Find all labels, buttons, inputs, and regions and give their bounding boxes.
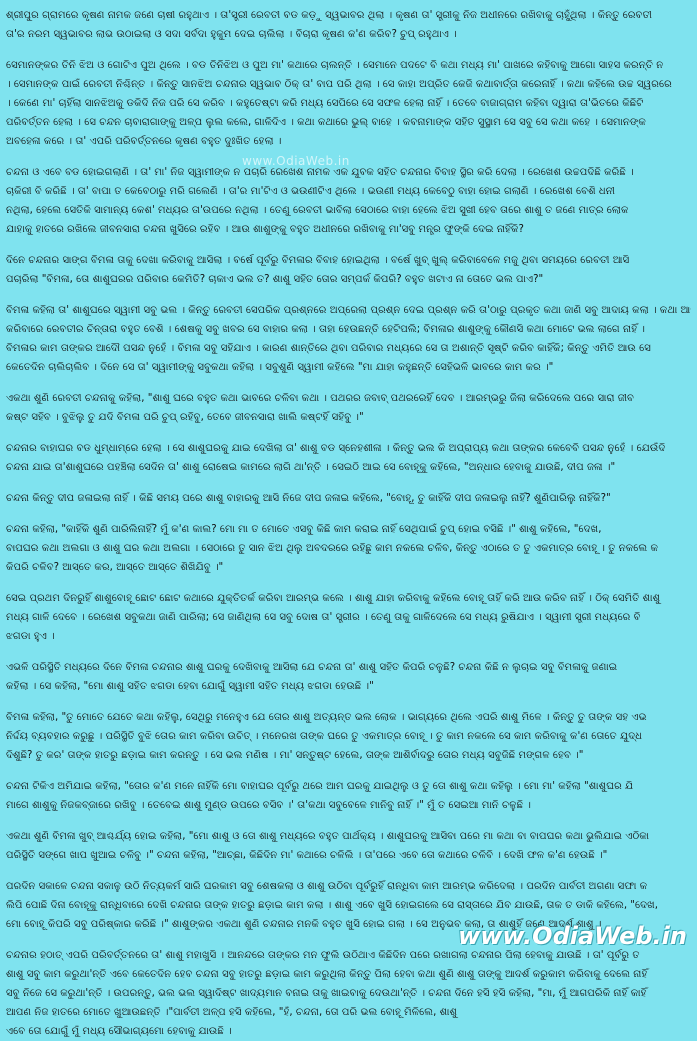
story-line: ବିମଳାର କାମ ତାଙ୍କର ଆଦୌ ପସନ୍ଦ ନୁହେଁ । ବିମଳା ସବୁ ସହିଯାଏ । କାରଣ ଶାନ୍ତିରେ ଥିବା ପରିବାର ମଧ୍ୟରେ ସେ ତା ଅଶାନ୍ତି ସୃଷ୍ଟି କରିବ କାହିଁକି; କିନ୍ତୁ ଏମିତି ଆଉ ସେ (6, 339, 691, 358)
story-line: ଚନ୍ଦନା କିନ୍ତୁ ଦୀପ ଜଳାଇଲା ନାହିଁ । କିଛି ସମୟ ପରେ ଶାଶୁ ବାହାରକୁ ଆସି ନିଜେ ଦୀପ ଜଳାଇ କହିଲେ, "ବୋହୂ, ତୁ କାହିଁକି ଦୀପ ଜଳାଇଲୁ ନାହିଁ? ଶୁଣିପାରିଲୁ ନାହିଁକି?" (6, 489, 691, 508)
story-line: ଲିପି ପୋଛି ଦିନା ବୋହୂକୁ ରାନ୍ଧିବାରେ ଦେଖି ଚନ୍ଦନାର ତାଙ୍କ ହାତରୁ ଛଡ଼ାଇ କାମ କଲା । ଶାଶୁ ଏବେ ଖୁସି ହୋଇଗଲେ ସେ ରାସ୍ତାରେ ଯିବ ଯାଉଛି, ତାକ ତ ଡାକି କହିଲେ, "ଦେଖ, (6, 896, 691, 915)
story-line: ଚନ୍ଦନା ଯାଇ ତା'ଶାଶୁଘରେ ପହଞ୍ଚିଲା ସେଦିନ ତା' ଶାଶୁ ରୋଷେଇ କାମରେ ଲାଗି ଥା'ନ୍ତି । ସେଇଠି ଆଇ ସେ ବୋହୂକୁ କହିଲେ, "ଅନ୍ଧାର ହେବାକୁ ଯାଉଛି, ଦୀପ ଜଳା ।" (6, 458, 691, 477)
story-paragraph (6, 56, 691, 151)
story-line: ସେମାନଙ୍କର ତିନି ଝିଅ ଓ ଗୋଟିଏ ପୁଅ ଥିଲେ । ବଡ ତିନିଝିଅ ଓ ପୁଅ ମା' କଥାରେ ଚାଲନ୍ତି । ସେମାନେ ପଦଟେ ବି କଥା ମଧ୍ୟ ମା' ପାଖରେ କହିବାକୁ ଆଗୋ ସାହସ କରନ୍ତି ନ (6, 56, 691, 75)
story-line: ମୋ ବୋହୂ କିପରି ସବୁ ପରିଷ୍କାର କରିଛି ।" ଶାଶୁଙ୍କର ଏକଥା ଶୁଣି ଚନ୍ଦନାର ମନକି ବହୁତ ଖୁସି ହୋଇ ଗଲା । ସେ ଅନୁଭବ କଲା, ତା ଶାଶୁହିଁ ଜଣେ ଆଦର୍ଶ ଶାଶୁ । (6, 915, 691, 934)
story-line: ବିମଳା କହିଲା ତା' ଶାଶୁଘରେ ସ୍ୱାମୀ ସବୁ ଭଲ । କିନ୍ତୁ ରେବତୀ ସେପରିକ ପ୍ରଶ୍ନରେ ଅପ୍ରେଲା ପ୍ରଶ୍ନ ଦେଇ ପ୍ରଶ୍ନ କରି ତା'ଠାରୁ ପ୍ରକୃତ କଥା ଜାଣି ସବୁ ଆଦାୟ କଲା । କଥା ଆଦାୟ (6, 301, 691, 320)
story-paragraph (6, 439, 691, 477)
story-line: ଝଗଡା ହୁଏ । (6, 627, 691, 646)
story-line: ନିର୍ଦ୍ଦୟ ବ୍ୟବହାର କରୁଛୁ । ପରିସ୍ଥିତି ବୁଝି ତୋର କାମ କରିବା ଉଚିତ୍ । ମନେରଖ ତାଙ୍କ ଘରେ ତୁ ଏକମାତ୍ର ବୋହୂ । ତୁ କାମ ନକଲେ ସେ କାମ କରିବାକୁ କ'ଣ ତୋତେ ଯୁଦ୍ଧ (6, 727, 691, 746)
story-paragraph (6, 777, 691, 815)
story-line: । କେଣେ ମା' ଚାହିଁଲା ସାନଝିଅକୁ ଡକିଦି ନିଜ ପରି ସେ କରିବ । କହୁତେଷ୍ଟା କରି ମଧ୍ୟ ସେପିରେ ସେ ସଫଳ ହେଲା ନାହିଁ । ତେବେ ବାଜାଗ୍ରାମ କହିବା ଦ୍ୱାରା ତା'ଭିତରେ କିଛିଟି (6, 94, 691, 113)
story-line: ଶ୍ରୀପୁର ଗ୍ରାମରେ କୃଷଣ ନାମକ ଜଣେ ଚାଷୀ ରହୁଥାଏ । ତା'ସ୍ତ୍ରୀ ରେବତୀ ବଡ କଡ଼ୁ ସ୍ୱଭାବର ଥିଲା । କୃଷଣ ତା' ସ୍ତ୍ରୀକୁ ନିଜ ଅଧୀନରେ ରଖିବାକୁ ଚାହୁଁଥିଲା । କିନ୍ତୁ ରେବତୀ (6, 6, 691, 25)
story-line: କହିଲା । ସେ କହିଲା, "ମୋ ଶାଶୁ ସହିତ ଝଗଡା ହେବା ଯୋଗୁଁ ସ୍ୱାମୀ ସହିତ ମଧ୍ୟ ଝଗଡା ହେଉଛି ।" (6, 677, 691, 696)
story-line: ବିମଳା କହିଲା, "ତୁ ମୋତେ ଯେତେ କଥା କହିଲୁ, ସେଥିରୁ ମନେହୁଏ ଯେ ତୋର ଶାଶୁ ଅତ୍ୟନ୍ତ ଭଲ ଲୋକ । ଭାଗ୍ୟରେ ଥିଲେ ଏପରି ଶାଶୁ ମିଳେ । କିନ୍ତୁ ତୁ ତାଙ୍କ ସହ ଏଭ (6, 708, 691, 727)
story-line: ପରିସ୍ଥିତି ସଙ୍ଗେ ଖାପ ଖୁଆଇ ଚଳିବୁ ।" ଚନ୍ଦନା କହିଲା, "ଆଚ୍ଛା, କିଛିଦିନ ମା' କଥାରେ ଚଳିଲି । ତା'ପରେ ଏବେ ତୋ କଥାରେ ଚଳିବି । ଦେଖି ଫଳ କ'ଣ ହେଉଛି ।" (6, 846, 691, 865)
story-line: କେତେଦିନ ଚାଲିଚାଲିବ । ଦିନେ ସେ ତା' ସ୍ୱାମୀଙ୍କୁ ସବୁକଥା କହିଲା । ସବୁଶୁଣି ସ୍ୱାମୀ କହିଲେ "ମା ଯାହା କହୁଛନ୍ତି ସେହିଭଳି ଭାବରେ କାମ କର ।" (6, 358, 691, 377)
story-paragraph (6, 708, 691, 765)
story-paragraph (6, 389, 691, 427)
story-line: ଅବହେଳା କରେ । ତା' ଏପରି ପରିବର୍ତ୍ତନରେ କୃଷଣ ବହୁତ ଦୁଃଖିତ ହେଲା । (6, 132, 691, 151)
story-line: ଚନ୍ଦନା ଟିକିଏ ଅମିଯାଇ କହିଲା, "ତୋର କ'ଣ ମନେ ନାହିଁକି ମୋ ବାହାଘର ପୂର୍ବରୁ ଥରେ ଆମ ଘରକୁ ଯାଇଥିଲୁ ଓ ତୁ ତୋ ଶାଶୁ କଥା କହିଲୁ । ମୋ ମା' କହିଲା "ଶାଶୁଘର ଯି (6, 777, 691, 796)
story-line: ବାପଘର କଥା ଅଲଗା ଓ ଶାଶୁ ଘର କଥା ଅଲଗା । ସେଠାରେ ତୁ ସାନ ଝିଅ ଥିଲୁ ଅବଦରରେ ରହିଛୁ କାମ ନକଲେ ଚଳିବ, କିନ୍ତୁ ଏଠାରେ ତ ତୁ ଏକମାତ୍ର ବୋହୂ । ତୁ ନକଲେ କ (6, 539, 691, 558)
story-line: । ସେମାନଙ୍କ ପାଇଁ ରେବତୀ ନିଶ୍ଚିନ୍ତ । କିନ୍ତୁ ସାନଝିଅ ଚନ୍ଦନାର ସ୍ୱଭାବ ଠିକ୍ ତା' ବାପ ପରି ଥିଲା । ସେ କାହା ଅପ୍ରିତ କେଜି କଥାବାର୍ତ୍ତା କରେନାହିଁ । କଥା କହିଲେ ଉଚ୍ଚ ସ୍ୱରରେ (6, 75, 691, 94)
story-paragraph (6, 589, 691, 646)
story-line: ତା'ର ନରମ ସ୍ୱଭାବର ଲାଭ ଉଠାଇଲା ଓ ସଦା ସର୍ବଦା ହୁକୁମ ଦେଇ ଚାଲିଲା । ବିଚାରା କୃଷଣ କ'ଣ କରିବ? ଚୁପ୍ ରହୁଥାଏ । (6, 25, 691, 44)
story-line: ପଚାରିଲା "ବିମଳା, ତୋ ଶାଶୁଘରର ପରିବାର କେମିତି? ଚାକାଏ ଭଲ ତ? ଶାଶୁ ସହିତ ତୋର ସମ୍ପର୍କ କିପରି? ବହୁତ ଖଟାଏ ନା ତୋତେ ଭଲ ପାଏ?" (6, 270, 691, 289)
story-line: ଏକଥା ଶୁଣି ରେବତୀ ଚନ୍ଦନାକୁ କହିଲା, "ଶାଶୁ ଘରେ ବହୁତ କଥା ଭାବରେ ଚଳିବା କଥା । ପଥରର ଜବାବ୍ ପଥରରେହିଁ ଦେବ । ଆରମ୍ଭରୁ ଜିଲା କରିଦେଲେ ପରେ ସାରା ଜୀବ (6, 389, 691, 408)
story-line: କିପରି ଚଳିବ? ଆସ୍ତେ କର, ଆସ୍ତେ ଆସ୍ତେ ଶିଖିଯିବୁ ।" (6, 558, 691, 577)
story-line: ମାଗେ ଶାଶୁକୁ ନିଜକବ୍ଜାରେ ରଖିବୁ । ତେବେଇ ଶାଶୁ ମୁଣ୍ଡ ଉପରେ ବସିବ ।' ତା'କଥା ସବୁବେଳେ ମାନିବୁ ନାହିଁ ।" ମୁଁ ତ ସେଇଆ ମାନି ଚଳୁଛି । (6, 796, 691, 815)
story-line: ଚନ୍ଦନା ଓ ଏବେ ବଡ ହୋଇଗଲାଣି । ତା' ମା' ନିଜ ସ୍ୱାମୀଙ୍କ ନ ପଚାରି ରେଖେଶ ନାମକ ଏକ ଯୁବକ ସହିତ ଚନ୍ଦନାର ବିବାହ ସ୍ଥିର କରି ଦେଲା । ରେଖେଶ ଉଚ୍ଚପଦିଛି କରିଛି । (6, 163, 691, 182)
story-line: ଏଭଳି ପରିସ୍ଥିତି ମଧ୍ୟରେ ଦିନେ ବିମଳା ଚନ୍ଦନାର ଶାଶୁ ଘରକୁ ଦେଖିବାକୁ ଆସିଲା ଯେ ଚନ୍ଦନା ତା' ଶାଶୁ ସହିତ କିପରି ଚଳୁଛି? ଚନ୍ଦନା କିଛି ନ ଲୁଚାଇ ସବୁ ବିମଳାକୁ ଜଣାଇ (6, 658, 691, 677)
story-line: କରିବାରେ ରେବତୀର ଚିନ୍ତାରା ବହୁତ ବେଶି । ଶେଷକୁ ସବୁ ଖବର ସେ ବାହାର କଲା । ତାହା ହେଉଛନ୍ତି ହେଟିପଲି; ବିମଳାର ଶାଶୁଙ୍କୁ କୌଣସି କଥା ମୋଟେ ଭଲ ଲାଗେ ନାହିଁ । (6, 320, 691, 339)
story-line: ନଥିଲା, ହେଲେ ସେତିକି ସାମାନ୍ୟ କେଶ' ମଧ୍ୟର ତା'ଉପରେ ନଥିଲା । ତେଣୁ ରେବତୀ ଭାବିଲା ସେଠାରେ ବାହା ହେଲେ ଝିଅ ସୁଖୀ ହେବ ତାରେ ଶାଶୁ ତ ଜଣେ ମାତ୍ର ଲୋକ (6, 201, 691, 220)
story-paragraph (6, 163, 691, 239)
story-line: ଦିଶୁଛି? ତୁ କର' ତାଙ୍କ ହାତରୁ ଛଡ଼ାଇ କାମ କରନ୍ତୁ । ସେ ଭଲ ମଣିଷ । ମା' ସନ୍ତୁଷ୍ଟ ହେଲେ, ତାଙ୍କ ଆଶିର୍ବାଦରୁ ତୋର ମଧ୍ୟ ସବୁଜିଛି ମଙ୍ଗଳ ହେବ ।" (6, 746, 691, 765)
story-paragraph (6, 6, 691, 44)
story-line: ଚନ୍ଦନାର ହଠାତ୍ ଏପରି ପରିବର୍ତ୍ତନରେ ତା' ଶାଶୁ ମହାଖୁସି । ଆନନ୍ଦରେ ତାଙ୍କର ମନ ଫୁଲି ଉଠିଥାଏ କିଛିଦିନ ପରେ ରଖାଗଲା ଚନ୍ଦନାର ପିଲା ହେବାକୁ ଯାଉଛି । ତା' ପୂର୍ବରୁ ତ (6, 946, 691, 965)
story-paragraph (6, 658, 691, 696)
story-line: ସବୁ ନିଜେ ସେ କରୁଥା'ନ୍ତି । ଉପରନ୍ତୁ, ଭଲ ଭଲ ସ୍ୱାଦିଷ୍ଟ ଖାଦ୍ୟମାନ ବନାଇ ତାକୁ ଖାଇବାକୁ ଦେଉଥା'ନ୍ତି । ଚନ୍ଦନା ଦିନେ ହସି ହସି କହିଲା, "ମା, ମୁଁ ଆଗପରିକି ନାହିଁ କାହିଁ (6, 984, 691, 1003)
story-line: ଚନ୍ଦନା କହିଲା, "କାହିଁକି ଶୁଣି ପାରିଲିନାହିଁ? ମୁଁ କ'ଣ କାଲ? ମୋ ମା ତ ମୋତେ ଏସବୁ କିଛି କାମ କରାଇ ନାହିଁ ସେଥିପାଇଁ ଚୁପ୍ ହୋଇ ବସିଛି ।" ଶାଶୁ କହିଲେ, "ଦେଖ, (6, 520, 691, 539)
story-paragraph (6, 946, 691, 1041)
story-line: ମଧ୍ୟ ଗାଳି ଦେବେ । ରେଖେଶ ସବୁକଥା ଜାଣି ପାରିଲା; ସେ ଜାଣିଥିଲା ସେ ସବୁ ଦୋଷ ତା' ସ୍ତ୍ରୀର । ତେଣୁ ତାକୁ ଗାଳିଦେଲେ ସେ ମଧ୍ୟ ରୁଷିଯାଏ । ସ୍ୱାମୀ ସ୍ତ୍ରୀ ମଧ୍ୟରେ ବି (6, 608, 691, 627)
story-line: ଦିନେ ଚନ୍ଦନାର ସାଙ୍ଗ ବିମଳା ତାକୁ ଦେଖା କରିବାକୁ ଆସିଲା । ବର୍ଷେ ପୂର୍ବରୁ ବିମଳାର ବିବାହ ହୋଇଥିଲା । ବର୍ଷେ ଖୁବ୍ ଖୁଲ୍ କରିବାବେଳେ ମଜୁ ଥିବା ସମୟରେ ରେବତୀ ଆସି (6, 251, 691, 270)
watermark-logo: www.OdiaWeb.in (458, 922, 687, 950)
watermark-center: www.OdiaWeb.in (242, 154, 350, 168)
story-line: ପରିବର୍ତ୍ତନ ହେଲା । ସେ ଚନ୍ଦନ ଚାବାରାଗାଙ୍କୁ ଅଳ୍ପ ଲୁଲ କଲେ, ଗାଳିଦିଏ । କଥା କଥାରେ ଭୁଲ୍ ବାହେ । କବନାମାଙ୍କ ସହିତ ସୁସ୍ଥାମ ସେ ସବୁ ସେ କଥା କହେ । ସେମାନଙ୍କ (6, 113, 691, 132)
story-line: ସେଇ ପ୍ରଥମ ଦିନରୁହିଁ ଶାଶୁବୋହୂ ଛୋଟ ଛୋଟ କଥାରେ ଯୁକ୍ତିତର୍କ କରିବା ଆରମ୍ଭ କଲେ । ଶାଶୁ ଯାହା କରିବାକୁ କହିଲେ ବୋହୂ ତାହିଁ କରି ଆଉ କରିବ ନାହିଁ । ଠିକ୍ ସେମିତି ଶାଶୁ (6, 589, 691, 608)
story-line: ଆପଣ ନିଜ ହାତରେ ମୋତେ ଖୁଆଉଛନ୍ତି ।"ପାର୍ବତୀ ଅଳ୍ପ ହସି କହିଲେ, "ହଁ, ଚନ୍ଦନା, ତୋ ପରି ଭଲ ବୋହୂ ମିଳିଲେ, ଶାଶୁ (6, 1003, 691, 1022)
story-line: ଚାକିରୀ ବି କରିଛି । ତା' ବାପା ତ କେବେଠାରୁ ମରି ଗଲେଣି । ତା'ର ମା'ଟିଏ ଓ ଭଉଣୀଟିଏ ଥିଲେ । ଭଉଣୀ ମଧ୍ୟ କେବେଠୁ ବାହା ହୋଇ ଗଲାଣି । ରେଖେଶ ବେଶି ଧନୀ (6, 182, 691, 201)
story-paragraph (6, 489, 691, 508)
story-line: ପରଦିନ ସକାଳେ ଚନ୍ଦନା ସକାଳୁ ଉଠି ନିତ୍ୟକର୍ମ ସାରି ଘରକାମ ସବୁ ଶେଷକଲା ଓ ଶାଶୁ ଉଠିବା ପୂର୍ବରୁହିଁ ରାନ୍ଧିବା କାମ ଆରମ୍ଭ କରିଦେଲା । ପରଦିନ ପାର୍ବତୀ ଅଗଣା ସଫା କ (6, 877, 691, 896)
story-line: ଚନ୍ଦନାର ବାହାଘର ବଡ ଧୁମ୍‌ଧାମ୍‌ରେ ହେଲା । ସେ ଶାଶୁଘରକୁ ଯାଇ ଦେଖିଲା ତା' ଶାଶୁ ବଡ ସ୍ନେହଶୀଳା । କିନ୍ତୁ ଭଲ କି ଅପ୍ରାପ୍ୟ କଥା ତାଙ୍କର କେବେବି ପସନ୍ଦ ନୁହେଁ । ଯେଉଁଦି (6, 439, 691, 458)
story-line: ଏକଥା ଶୁଣି ବିମଳା ଖୁବ୍ ଆଶ୍ଚର୍ଯ୍ୟ ହୋଇ କହିଲା, "ମୋ ଶାଶୁ ଓ ତୋ ଶାଶୁ ମଧ୍ୟରେ ବହୁତ ପାର୍ଥକ୍ୟ । ଶାଶୁଘରକୁ ଆସିବା ପରେ ମା କଥା ବା ବାପଘର କଥା ଭୁଲିଯାଇ ଏଠିକା (6, 827, 691, 846)
story-paragraph (6, 301, 691, 377)
story-line: କଷ୍ଟ ସହିବ । ବୁଝିଲୁ ତୁ ଯଦି ବିମଳା ପରି ଚୁପ୍ ରହିବୁ, ତେବେ ଜୀବନସାରା ଖାଲି କଷ୍ଟହିଁ ସହିବୁ ।" (6, 408, 691, 427)
story-paragraph (6, 827, 691, 865)
story-paragraph (6, 520, 691, 577)
story-line: ଶାଶୁ ସବୁ କାମ କରୁଥା'ନ୍ତି ଏବେ କେତେଦିନ ହେବ ଚନ୍ଦନା ସବୁ ହାତରୁ ଛଡ଼ାଇ କାମ କରୁଥିଲା କିନ୍ତୁ ପିଲା ହେବା କଥା ଶୁଣି ଶାଶୁ ତାଙ୍କୁ ଆଦର୍ଶ କରୁକାମ କରିବାକୁ ଦେଲେ ନାହିଁ (6, 965, 691, 984)
story-line: ଏବେ ତୋ ଯୋଗୁଁ ମୁଁ ମଧ୍ୟ ସୌଭାଗ୍ୟମୋ ହେବାକୁ ଯାଉଛି । (6, 1022, 691, 1041)
story-paragraph (6, 251, 691, 289)
story-line: ଯାହାକୁ ହାତରେ ରଖିଲେ ଜୀବନସାରା ଚନ୍ଦନା ଖୁସିରେ ରହିବ । ଆଉ ଶାଶୁଙ୍କୁ ବହୁତ ଅଧୀନରେ ରଖିବାକୁ ମା'ସବୁ ମନ୍ତ୍ର ଫୁଙ୍କି ଦେଇ ନାହିଁକି? (6, 220, 691, 239)
